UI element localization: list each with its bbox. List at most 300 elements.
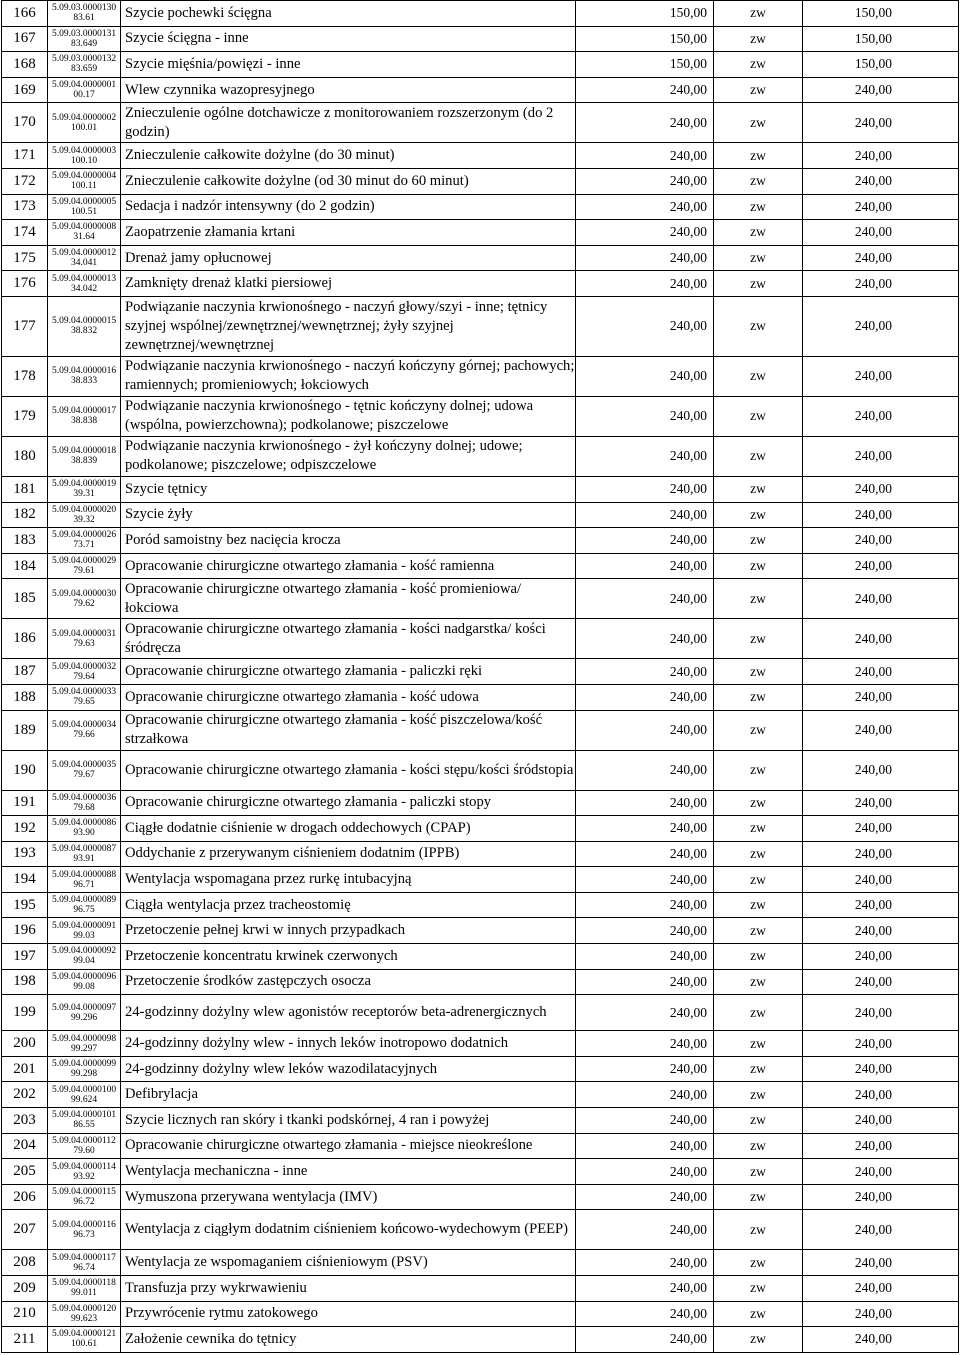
points-value: 240,00 — [576, 1301, 714, 1327]
vat-status: zw — [714, 944, 803, 970]
row-number: 204 — [2, 1133, 48, 1159]
row-number: 208 — [2, 1250, 48, 1276]
row-number: 182 — [2, 502, 48, 528]
vat-status: zw — [714, 77, 803, 103]
total-value: 240,00 — [803, 103, 959, 143]
points-value: 240,00 — [576, 168, 714, 194]
procedure-code-icd9: 93.91 — [73, 853, 95, 864]
table-row — [2, 918, 959, 944]
row-number: 206 — [2, 1184, 48, 1210]
table-row — [2, 476, 959, 502]
procedure-name: 24-godzinny dożylny wlew leków wazodilatacyjnych — [121, 1056, 576, 1082]
procedure-name: Zaopatrzenie złamania krtani — [121, 220, 576, 246]
procedure-name: Znieczulenie całkowite dożylne (do 30 minut) — [121, 143, 576, 169]
total-value: 240,00 — [803, 271, 959, 297]
table-row — [2, 710, 959, 750]
procedure-code — [48, 553, 121, 579]
procedure-code-icd9: 99.624 — [70, 1094, 98, 1105]
row-number: 209 — [2, 1276, 48, 1302]
points-value: 240,00 — [576, 1031, 714, 1057]
row-number: 199 — [2, 995, 48, 1031]
procedure-code-icd9: 34.041 — [70, 258, 98, 269]
procedure-code-icd9: 86.55 — [73, 1120, 95, 1131]
procedure-code — [48, 790, 121, 816]
procedure-code-icd9: 100.11 — [71, 181, 97, 192]
procedure-code-primary: 5.09.04.0000091 — [51, 920, 117, 931]
procedure-code-icd9: 100.61 — [70, 1339, 98, 1350]
total-value: 240,00 — [803, 684, 959, 710]
vat-status: zw — [714, 143, 803, 169]
procedure-code-icd9: 39.32 — [73, 514, 95, 525]
table-row — [2, 143, 959, 169]
row-number: 174 — [2, 220, 48, 246]
procedure-code — [48, 579, 121, 619]
procedure-name: Opracowanie chirurgiczne otwartego złamania - kości nadgarstka/ kości śródręcza — [121, 619, 576, 659]
procedure-name: Zamknięty drenaż klatki piersiowej — [121, 271, 576, 297]
procedure-code-icd9: 38.839 — [70, 456, 98, 467]
procedure-code-icd9: 79.64 — [73, 671, 95, 682]
table-row — [2, 1301, 959, 1327]
procedure-name: Wymuszona przerywana wentylacja (IMV) — [121, 1184, 576, 1210]
row-number: 186 — [2, 619, 48, 659]
vat-status: zw — [714, 969, 803, 995]
procedure-code-primary: 5.09.04.0000033 — [51, 687, 117, 698]
vat-status: zw — [714, 553, 803, 579]
table-row — [2, 1159, 959, 1185]
procedure-code — [48, 245, 121, 271]
procedure-code — [48, 867, 121, 893]
points-value: 150,00 — [576, 52, 714, 78]
procedure-code — [48, 1250, 121, 1276]
row-number: 178 — [2, 356, 48, 396]
total-value: 240,00 — [803, 659, 959, 685]
table-row — [2, 502, 959, 528]
procedure-code-primary: 5.09.04.0000029 — [51, 556, 117, 567]
procedure-name: Wlew czynnika wazopresyjnego — [121, 77, 576, 103]
procedure-code-icd9: 38.833 — [70, 376, 98, 387]
procedure-code — [48, 26, 121, 52]
points-value: 240,00 — [576, 396, 714, 436]
procedure-code — [48, 1159, 121, 1185]
procedure-code — [48, 436, 121, 476]
total-value: 240,00 — [803, 502, 959, 528]
procedure-code — [48, 52, 121, 78]
procedure-code-icd9: 79.61 — [73, 566, 95, 577]
procedure-code-primary: 5.09.04.0000002 — [51, 112, 117, 123]
procedure-name: Wentylacja z ciągłym dodatnim ciśnieniem końcowo-wydechowym (PEEP) — [121, 1210, 576, 1250]
procedure-code-primary: 5.09.03.0000132 — [51, 54, 117, 65]
row-number: 185 — [2, 579, 48, 619]
procedure-code — [48, 168, 121, 194]
procedure-code-primary: 5.09.04.0000117 — [52, 1252, 116, 1263]
procedure-name: Oddychanie z przerywanym ciśnieniem dodatnim (IPPB) — [121, 841, 576, 867]
table-row — [2, 944, 959, 970]
row-number: 192 — [2, 816, 48, 842]
procedure-name: Przetoczenie koncentratu krwinek czerwonych — [121, 944, 576, 970]
table-row — [2, 168, 959, 194]
procedure-name: Szycie licznych ran skóry i tkanki podskórnej, 4 ran i powyżej — [121, 1108, 576, 1134]
vat-status: zw — [714, 245, 803, 271]
points-value: 240,00 — [576, 245, 714, 271]
vat-status: zw — [714, 1159, 803, 1185]
total-value: 240,00 — [803, 77, 959, 103]
procedure-code-primary: 5.09.04.0000086 — [51, 818, 117, 829]
procedure-name: Transfuzja przy wykrwawieniu — [121, 1276, 576, 1302]
procedure-code — [48, 969, 121, 995]
procedure-name: Wentylacja wspomagana przez rurkę intubacyjną — [121, 867, 576, 893]
table-row — [2, 619, 959, 659]
points-value: 240,00 — [576, 220, 714, 246]
points-value: 240,00 — [576, 296, 714, 356]
vat-status: zw — [714, 1056, 803, 1082]
points-value: 240,00 — [576, 1250, 714, 1276]
table-row — [2, 356, 959, 396]
points-value: 240,00 — [576, 553, 714, 579]
procedure-code — [48, 710, 121, 750]
total-value: 240,00 — [803, 396, 959, 436]
procedure-code-primary: 5.09.04.0000088 — [51, 869, 117, 880]
procedure-code-icd9: 99.296 — [70, 1012, 98, 1023]
procedure-code-icd9: 79.63 — [73, 638, 95, 649]
procedures-table — [1, 0, 959, 1353]
vat-status: zw — [714, 619, 803, 659]
row-number: 179 — [2, 396, 48, 436]
table-row — [2, 892, 959, 918]
row-number: 189 — [2, 710, 48, 750]
procedure-code-primary: 5.09.04.0000097 — [51, 1002, 117, 1013]
procedure-code-primary: 5.09.04.0000034 — [51, 720, 117, 730]
procedure-code-icd9: 39.31 — [73, 489, 95, 500]
procedure-name: Przywrócenie rytmu zatokowego — [121, 1301, 576, 1327]
table-row — [2, 790, 959, 816]
row-number: 184 — [2, 553, 48, 579]
procedure-code-icd9: 96.74 — [73, 1262, 95, 1273]
vat-status: zw — [714, 26, 803, 52]
vat-status: zw — [714, 1250, 803, 1276]
procedure-name: Ciągłe dodatnie ciśnienie w drogach oddechowych (CPAP) — [121, 816, 576, 842]
points-value: 240,00 — [576, 659, 714, 685]
points-value: 240,00 — [576, 684, 714, 710]
procedure-code-icd9: 83.649 — [70, 38, 98, 49]
vat-status: zw — [714, 1276, 803, 1302]
total-value: 240,00 — [803, 245, 959, 271]
vat-status: zw — [714, 1108, 803, 1134]
total-value: 240,00 — [803, 995, 959, 1031]
procedure-code-icd9: 96.72 — [73, 1197, 95, 1208]
points-value: 240,00 — [576, 1159, 714, 1185]
table-row — [2, 867, 959, 893]
procedure-name: 24-godzinny dożylny wlew agonistów receptorów beta-adrenergicznych — [121, 995, 576, 1031]
table-row — [2, 969, 959, 995]
vat-status: zw — [714, 841, 803, 867]
vat-status: zw — [714, 1, 803, 27]
vat-status: zw — [714, 579, 803, 619]
procedure-code-primary: 5.09.04.0000114 — [52, 1161, 116, 1172]
procedure-code-primary: 5.09.04.0000118 — [52, 1278, 116, 1289]
procedure-code-icd9: 83.659 — [70, 64, 98, 75]
total-value: 240,00 — [803, 1133, 959, 1159]
vat-status: zw — [714, 1184, 803, 1210]
points-value: 240,00 — [576, 436, 714, 476]
procedure-name: Szycie mięśnia/powięzi - inne — [121, 52, 576, 78]
procedure-code-primary: 5.09.04.0000036 — [51, 792, 117, 803]
procedure-name: Wentylacja ze wspomaganiem ciśnieniowym (PSV) — [121, 1250, 576, 1276]
vat-status: zw — [714, 194, 803, 220]
procedure-name: Przetoczenie pełnej krwi w innych przypadkach — [121, 918, 576, 944]
row-number: 168 — [2, 52, 48, 78]
procedure-code-primary: 5.09.04.0000013 — [51, 273, 117, 284]
procedure-name: Sedacja i nadzór intensywny (do 2 godzin) — [121, 194, 576, 220]
procedure-name: Podwiązanie naczynia krwionośnego - tętnic kończyny dolnej; udowa (wspólna, powierzchowna); podkolanowe; piszczelowe — [121, 396, 576, 436]
total-value: 240,00 — [803, 892, 959, 918]
procedure-code-primary: 5.09.04.0000030 — [51, 588, 117, 599]
procedure-code-primary: 5.09.04.0000032 — [51, 661, 117, 672]
total-value: 150,00 — [803, 26, 959, 52]
total-value: 240,00 — [803, 1082, 959, 1108]
procedure-code-primary: 5.09.04.0000098 — [51, 1033, 117, 1044]
table-row — [2, 1056, 959, 1082]
procedure-code-primary: 5.09.04.0000115 — [52, 1187, 116, 1198]
procedure-name: Opracowanie chirurgiczne otwartego złamania - kość piszczelowa/kość strzałkowa — [121, 710, 576, 750]
points-value: 240,00 — [576, 1327, 714, 1353]
procedure-code-icd9: 79.67 — [73, 770, 95, 780]
total-value: 240,00 — [803, 553, 959, 579]
procedure-code — [48, 1, 121, 27]
procedure-name: 24-godzinny dożylny wlew - innych leków inotropowo dodatnich — [121, 1031, 576, 1057]
procedure-code — [48, 143, 121, 169]
procedure-code-primary: 5.09.04.0000016 — [51, 366, 117, 377]
vat-status: zw — [714, 816, 803, 842]
vat-status: zw — [714, 1031, 803, 1057]
procedure-code-icd9: 100.51 — [70, 206, 98, 217]
vat-status: zw — [714, 684, 803, 710]
procedure-code — [48, 103, 121, 143]
vat-status: zw — [714, 710, 803, 750]
procedure-name: Szycie tętnicy — [121, 476, 576, 502]
procedure-code-icd9: 96.75 — [73, 905, 95, 916]
procedure-code-primary: 5.09.04.0000012 — [51, 248, 117, 259]
points-value: 240,00 — [576, 356, 714, 396]
table-row — [2, 1, 959, 27]
table-row — [2, 579, 959, 619]
row-number: 187 — [2, 659, 48, 685]
table-row — [2, 1082, 959, 1108]
points-value: 240,00 — [576, 1210, 714, 1250]
total-value: 240,00 — [803, 436, 959, 476]
procedure-code — [48, 77, 121, 103]
row-number: 167 — [2, 26, 48, 52]
row-number: 169 — [2, 77, 48, 103]
table-row — [2, 52, 959, 78]
procedure-name: Drenaż jamy opłucnowej — [121, 245, 576, 271]
total-value: 240,00 — [803, 296, 959, 356]
vat-status: zw — [714, 296, 803, 356]
points-value: 240,00 — [576, 1133, 714, 1159]
procedure-code — [48, 1327, 121, 1353]
procedure-code-icd9: 93.90 — [73, 828, 95, 839]
procedure-code — [48, 816, 121, 842]
total-value: 240,00 — [803, 356, 959, 396]
procedure-code — [48, 1056, 121, 1082]
total-value: 240,00 — [803, 194, 959, 220]
row-number: 196 — [2, 918, 48, 944]
table-row — [2, 1276, 959, 1302]
procedure-name: Szycie żyły — [121, 502, 576, 528]
table-row — [2, 103, 959, 143]
total-value: 240,00 — [803, 1184, 959, 1210]
total-value: 240,00 — [803, 619, 959, 659]
points-value: 240,00 — [576, 194, 714, 220]
table-row — [2, 436, 959, 476]
procedure-code-icd9: 79.60 — [73, 1145, 95, 1156]
points-value: 150,00 — [576, 26, 714, 52]
procedure-name: Ciągła wentylacja przez tracheostomię — [121, 892, 576, 918]
procedure-code-icd9: 79.65 — [73, 697, 95, 708]
table-row — [2, 995, 959, 1031]
procedure-code-icd9: 99.011 — [71, 1288, 97, 1299]
procedure-code-icd9: 99.08 — [73, 981, 95, 992]
procedure-code-primary: 5.09.03.0000130 — [51, 3, 117, 14]
table-row — [2, 1327, 959, 1353]
procedure-name: Poród samoistny bez nacięcia krocza — [121, 528, 576, 554]
points-value: 240,00 — [576, 867, 714, 893]
row-number: 172 — [2, 168, 48, 194]
total-value: 240,00 — [803, 944, 959, 970]
points-value: 240,00 — [576, 579, 714, 619]
vat-status: zw — [714, 52, 803, 78]
table-row — [2, 1250, 959, 1276]
table-row — [2, 528, 959, 554]
vat-status: zw — [714, 659, 803, 685]
procedure-code-primary: 5.09.04.0000035 — [51, 760, 117, 770]
procedure-code — [48, 296, 121, 356]
vat-status: zw — [714, 1133, 803, 1159]
row-number: 180 — [2, 436, 48, 476]
procedure-code-icd9: 00.17 — [73, 90, 95, 101]
row-number: 177 — [2, 296, 48, 356]
procedure-code — [48, 528, 121, 554]
points-value: 240,00 — [576, 1108, 714, 1134]
total-value: 240,00 — [803, 1031, 959, 1057]
row-number: 203 — [2, 1108, 48, 1134]
total-value: 240,00 — [803, 1108, 959, 1134]
row-number: 183 — [2, 528, 48, 554]
procedures-table-body — [2, 1, 959, 1353]
procedure-code-icd9: 73.71 — [73, 540, 95, 551]
procedure-code — [48, 356, 121, 396]
row-number: 181 — [2, 476, 48, 502]
procedure-code-primary: 5.09.03.0000131 — [51, 28, 117, 39]
procedure-code-primary: 5.09.04.0000099 — [51, 1059, 117, 1070]
points-value: 240,00 — [576, 816, 714, 842]
table-row — [2, 26, 959, 52]
procedure-code-primary: 5.09.04.0000089 — [51, 895, 117, 906]
vat-status: zw — [714, 220, 803, 246]
vat-status: zw — [714, 995, 803, 1031]
table-row — [2, 396, 959, 436]
vat-status: zw — [714, 502, 803, 528]
procedure-code-icd9: 99.298 — [70, 1069, 98, 1080]
procedure-code-primary: 5.09.04.0000003 — [51, 145, 117, 156]
total-value: 240,00 — [803, 143, 959, 169]
procedure-code — [48, 1031, 121, 1057]
total-value: 240,00 — [803, 579, 959, 619]
points-value: 240,00 — [576, 528, 714, 554]
vat-status: zw — [714, 476, 803, 502]
table-row — [2, 271, 959, 297]
procedure-code-icd9: 96.71 — [73, 879, 95, 890]
procedure-code-icd9: 99.623 — [70, 1313, 98, 1324]
table-row — [2, 296, 959, 356]
procedure-name: Podwiązanie naczynia krwionośnego - naczyń głowy/szyi - inne; tętnicy szyjnej wspólnej/zewnętrznej/wewnętrznej; żyły szyjnej zewnętrznej/wewnętrznej — [121, 296, 576, 356]
table-row — [2, 1210, 959, 1250]
procedure-name: Znieczulenie całkowite dożylne (od 30 minut do 60 minut) — [121, 168, 576, 194]
procedure-code-icd9: 99.03 — [73, 930, 95, 941]
points-value: 240,00 — [576, 103, 714, 143]
points-value: 240,00 — [576, 77, 714, 103]
procedure-name: Znieczulenie ogólne dotchawicze z monitorowaniem rozszerzonym (do 2 godzin) — [121, 103, 576, 143]
row-number: 197 — [2, 944, 48, 970]
procedure-code-primary: 5.09.04.0000096 — [51, 971, 117, 982]
vat-status: zw — [714, 436, 803, 476]
row-number: 190 — [2, 750, 48, 790]
table-row — [2, 750, 959, 790]
vat-status: zw — [714, 750, 803, 790]
total-value: 240,00 — [803, 1327, 959, 1353]
procedure-code — [48, 1301, 121, 1327]
procedure-code-primary: 5.09.04.0000087 — [51, 843, 117, 854]
total-value: 240,00 — [803, 220, 959, 246]
procedure-code — [48, 944, 121, 970]
procedure-code-icd9: 34.042 — [70, 283, 98, 294]
procedure-code — [48, 1210, 121, 1250]
points-value: 150,00 — [576, 1, 714, 27]
row-number: 193 — [2, 841, 48, 867]
procedure-code-primary: 5.09.04.0000008 — [51, 222, 117, 233]
procedure-code-primary: 5.09.04.0000017 — [51, 406, 117, 417]
procedure-code-icd9: 31.64 — [73, 232, 95, 243]
procedure-name: Założenie cewnika do tętnicy — [121, 1327, 576, 1353]
points-value: 240,00 — [576, 995, 714, 1031]
procedure-code-icd9: 99.04 — [73, 956, 95, 967]
table-row — [2, 1031, 959, 1057]
table-row — [2, 684, 959, 710]
table-row — [2, 841, 959, 867]
row-number: 175 — [2, 245, 48, 271]
vat-status: zw — [714, 1327, 803, 1353]
total-value: 240,00 — [803, 816, 959, 842]
total-value: 240,00 — [803, 476, 959, 502]
total-value: 240,00 — [803, 1276, 959, 1302]
procedure-code-primary: 5.09.04.0000005 — [51, 196, 117, 207]
total-value: 240,00 — [803, 1301, 959, 1327]
procedure-name: Przetoczenie środków zastępczych osocza — [121, 969, 576, 995]
total-value: 150,00 — [803, 52, 959, 78]
procedure-code-icd9: 100.01 — [70, 122, 98, 133]
points-value: 240,00 — [576, 750, 714, 790]
points-value: 240,00 — [576, 271, 714, 297]
procedure-code-primary: 5.09.04.0000100 — [51, 1084, 117, 1095]
total-value: 240,00 — [803, 918, 959, 944]
procedure-code-icd9: 38.832 — [70, 326, 98, 337]
procedure-code — [48, 892, 121, 918]
points-value: 240,00 — [576, 841, 714, 867]
row-number: 200 — [2, 1031, 48, 1057]
table-row — [2, 220, 959, 246]
procedure-name: Opracowanie chirurgiczne otwartego złamania - paliczki stopy — [121, 790, 576, 816]
procedure-name: Opracowanie chirurgiczne otwartego złamania - kość udowa — [121, 684, 576, 710]
table-row — [2, 1133, 959, 1159]
